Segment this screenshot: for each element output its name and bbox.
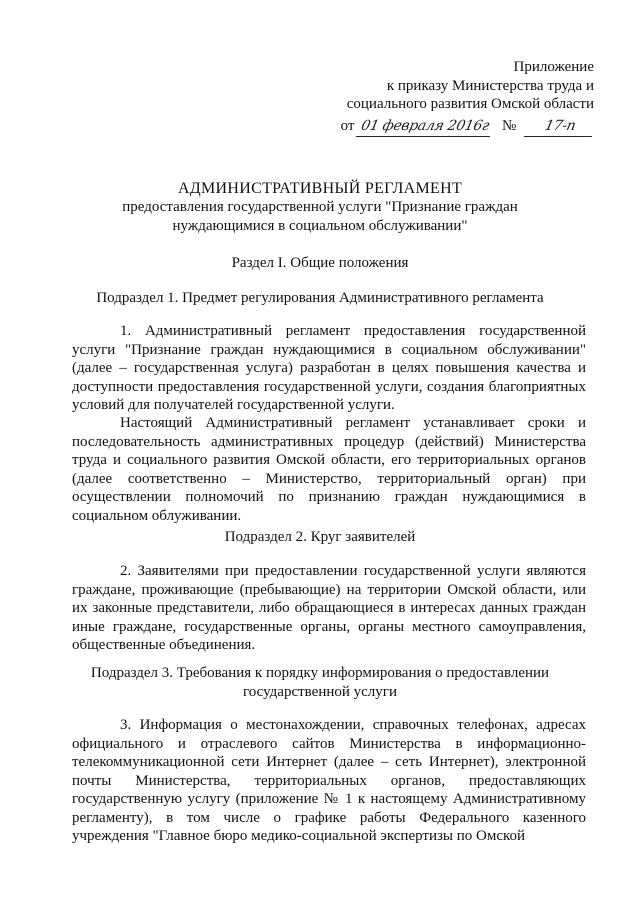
- title-sub-line1: предоставления государственной услуги "Признание граждан: [122, 199, 518, 215]
- order-date-number-line: [341, 117, 594, 137]
- title-sub-line2: нуждающимися в социальном обслуживании": [172, 217, 468, 234]
- paragraph-1: [72, 322, 586, 415]
- subsection-heading-3: [0, 664, 640, 701]
- number-symbol: №: [501, 117, 517, 134]
- appendix-ministry: социального развития Омской области: [346, 96, 594, 112]
- handwritten-date: 01 февраля 2016г: [356, 117, 494, 137]
- subsection-heading-1: Подраздел 1. Предмет регулирования Административного регламента: [96, 290, 544, 306]
- paragraph-3-text: 2. Заявителями при предоставлении государственной услуги являются граждане, проживающие (пребывающие) на территории Омской области, или их законные представители, либо обращающиеся в интересах данных граждан иные граждане, государственные органы, органы местного самоуправления, общественные объединения.: [72, 563, 586, 653]
- document-title: [0, 179, 640, 235]
- title-main: АДМИНИСТРАТИВНЫЙ РЕГЛАМЕНТ: [177, 180, 463, 197]
- date-prefix: от: [340, 117, 355, 134]
- appendix-block: [341, 58, 594, 136]
- appendix-order-ref: к приказу Министерства труда и: [386, 77, 594, 94]
- paragraph-2-text: Настоящий Административный регламент устанавливает сроки и последовательность административных процедур (действий) Министерства труда и социального развития Омской области, его территориальных органов (далее соответственно – Министерство, территориальный орган) при осуществлении полномочий по признанию граждан нуждающимися в социальном облуживании.: [72, 415, 586, 524]
- paragraph-4: [72, 716, 586, 846]
- section-heading-1: Раздел I. Общие положения: [231, 255, 409, 271]
- paragraph-3: [72, 562, 586, 655]
- paragraph-1-text: 1. Административный регламент предоставления государственной услуги "Признание граждан нуждающимися в социальном обслуживании" (далее – государственная услуга) разработан в целях повышения качества и доступности предоставления государственной услуги, создания благоприятных условий для получателей государственной услуги.: [72, 323, 586, 413]
- subsection-heading-3-line1: Подраздел 3. Требования к порядку информирования о предоставлении: [90, 665, 550, 681]
- subsection-heading-3-line2: государственной услуги: [243, 683, 397, 700]
- paragraph-4-text: 3. Информация о местонахождении, справочных телефонах, адресах официального и отраслевого сайтов Министерства в информационно-телекоммуникационной сети Интернет (далее – сеть Интернет), электронной почты Министерства, территориальных органов, предоставляющих государственную услугу (приложение № 1 к настоящему Административному регламенту), в том числе о графике работы Федерального казенного учреждения "Главное бюро медико-социальной экспертизы по Омской: [72, 717, 586, 844]
- handwritten-number: 17-п: [524, 117, 596, 137]
- subsection-heading-2: Подраздел 2. Круг заявителей: [224, 529, 416, 545]
- appendix-label: Приложение: [513, 59, 594, 75]
- paragraph-2: [72, 414, 586, 525]
